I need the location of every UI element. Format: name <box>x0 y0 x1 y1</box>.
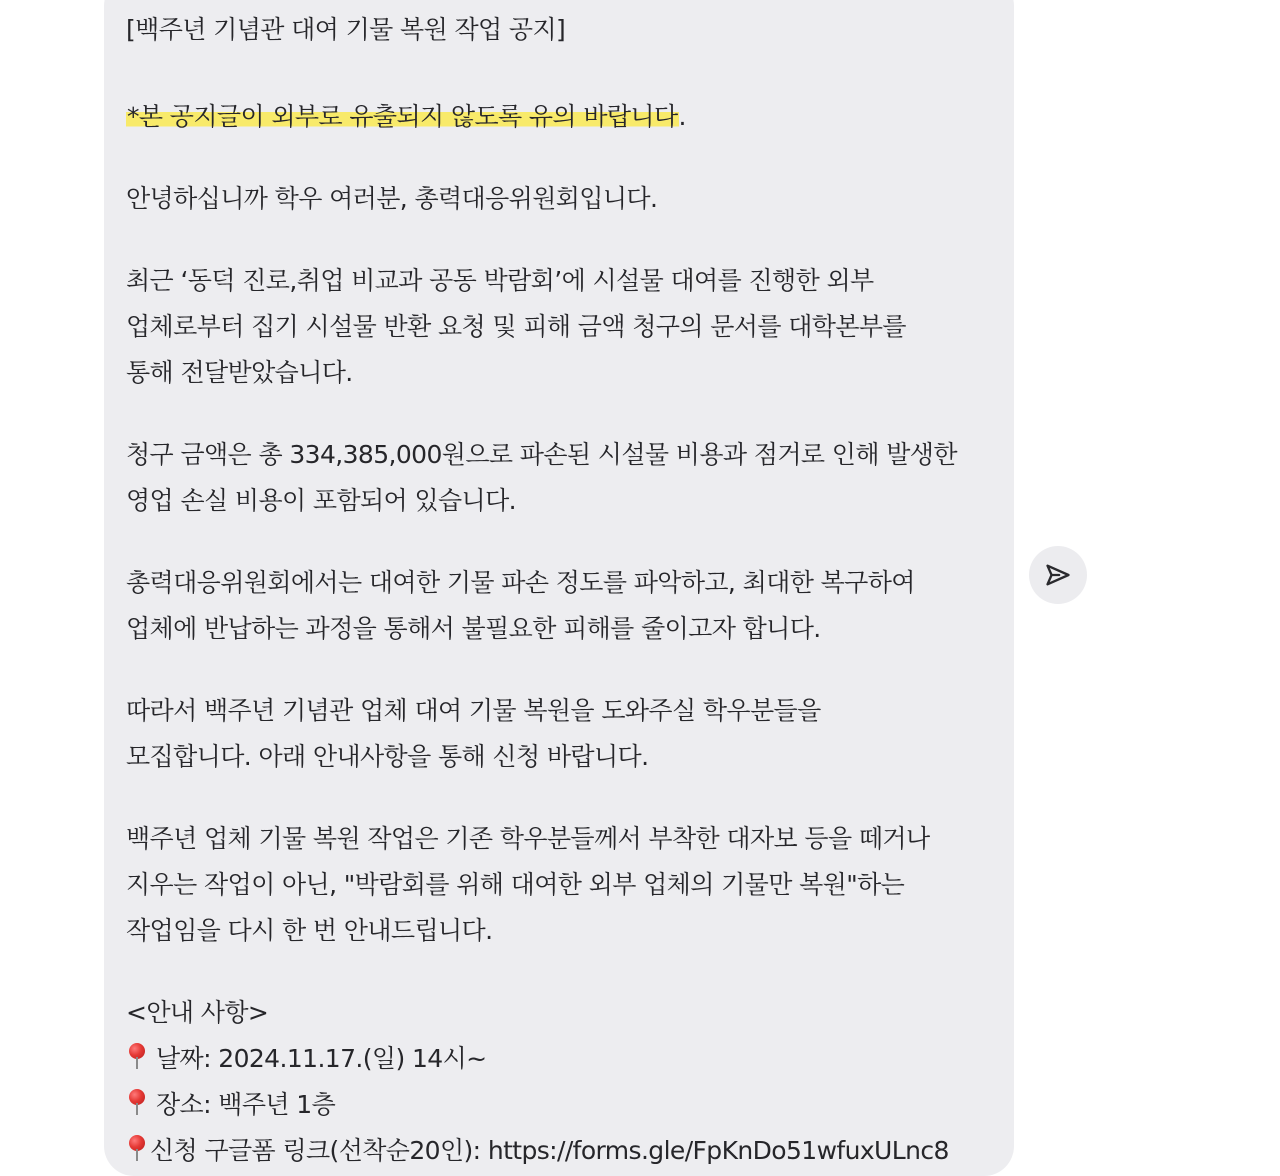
share-button[interactable] <box>1029 546 1087 604</box>
send-icon <box>1044 561 1072 589</box>
info-heading: <안내 사항> <box>126 998 269 1027</box>
para4-line-1: 따라서 백주년 기념관 업체 대여 기물 복원을 도와주실 학우분들을 <box>126 696 821 725</box>
para1-line-3: 통해 전달받았습니다. <box>126 358 353 387</box>
info-link-text[interactable]: 신청 구글폼 링크(선착순20인): https://forms.gle/FpKnDo51wfuxULnc8 <box>150 1136 949 1165</box>
info-item-place <box>126 1082 1006 1128</box>
notice-message <box>126 0 1006 1174</box>
para1-line-2: 업체로부터 집기 시설물 반환 요청 및 피해 금액 청구의 문서를 대학본부를 <box>126 312 906 341</box>
info-date-text: 날짜: 2024.11.17.(일) 14시~ <box>156 1044 487 1073</box>
para3-line-1: 총력대응위원회에서는 대여한 기물 파손 정도를 파악하고, 최대한 복구하여 <box>126 568 915 597</box>
info-item-date <box>126 1036 1006 1082</box>
para5-line-1: 백주년 업체 기물 복원 작업은 기존 학우분들께서 부착한 대자보 등을 떼거나 <box>126 824 930 853</box>
round-pushpin-icon <box>126 1133 148 1163</box>
round-pushpin-icon <box>126 1041 148 1071</box>
warning-highlight: *본 공지글이 외부로 유출되지 않도록 유의 바랍니다 <box>127 102 678 131</box>
para1-line-1: 최근 ‘동덕 진로,취업 비교과 공동 박람회’에 시설물 대여를 진행한 외부 <box>126 266 874 295</box>
para2-line-2: 영업 손실 비용이 포함되어 있습니다. <box>126 486 516 515</box>
notice-title: [백주년 기념관 대여 기물 복원 작업 공지] <box>126 15 566 44</box>
notice-greeting: 안녕하십니까 학우 여러분, 총력대응위원회입니다. <box>126 184 658 213</box>
warning-period: . <box>678 102 686 131</box>
notice-warning <box>126 94 1006 140</box>
para5-line-2: 지우는 작업이 아닌, "박람회를 위해 대여한 외부 업체의 기물만 복원"하는 <box>126 870 905 899</box>
round-pushpin-icon <box>126 1087 148 1117</box>
para3-line-2: 업체에 반납하는 과정을 통해서 불필요한 피해를 줄이고자 합니다. <box>126 614 821 643</box>
info-place-text: 장소: 백주년 1층 <box>156 1090 336 1119</box>
para2-line-1: 청구 금액은 총 334,385,000원으로 파손된 시설물 비용과 점거로 인해 발생한 <box>126 440 957 469</box>
para4-line-2: 모집합니다. 아래 안내사항을 통해 신청 바랍니다. <box>126 742 649 771</box>
para5-line-3: 작업임을 다시 한 번 안내드립니다. <box>126 916 493 945</box>
info-item-link <box>126 1128 1006 1174</box>
